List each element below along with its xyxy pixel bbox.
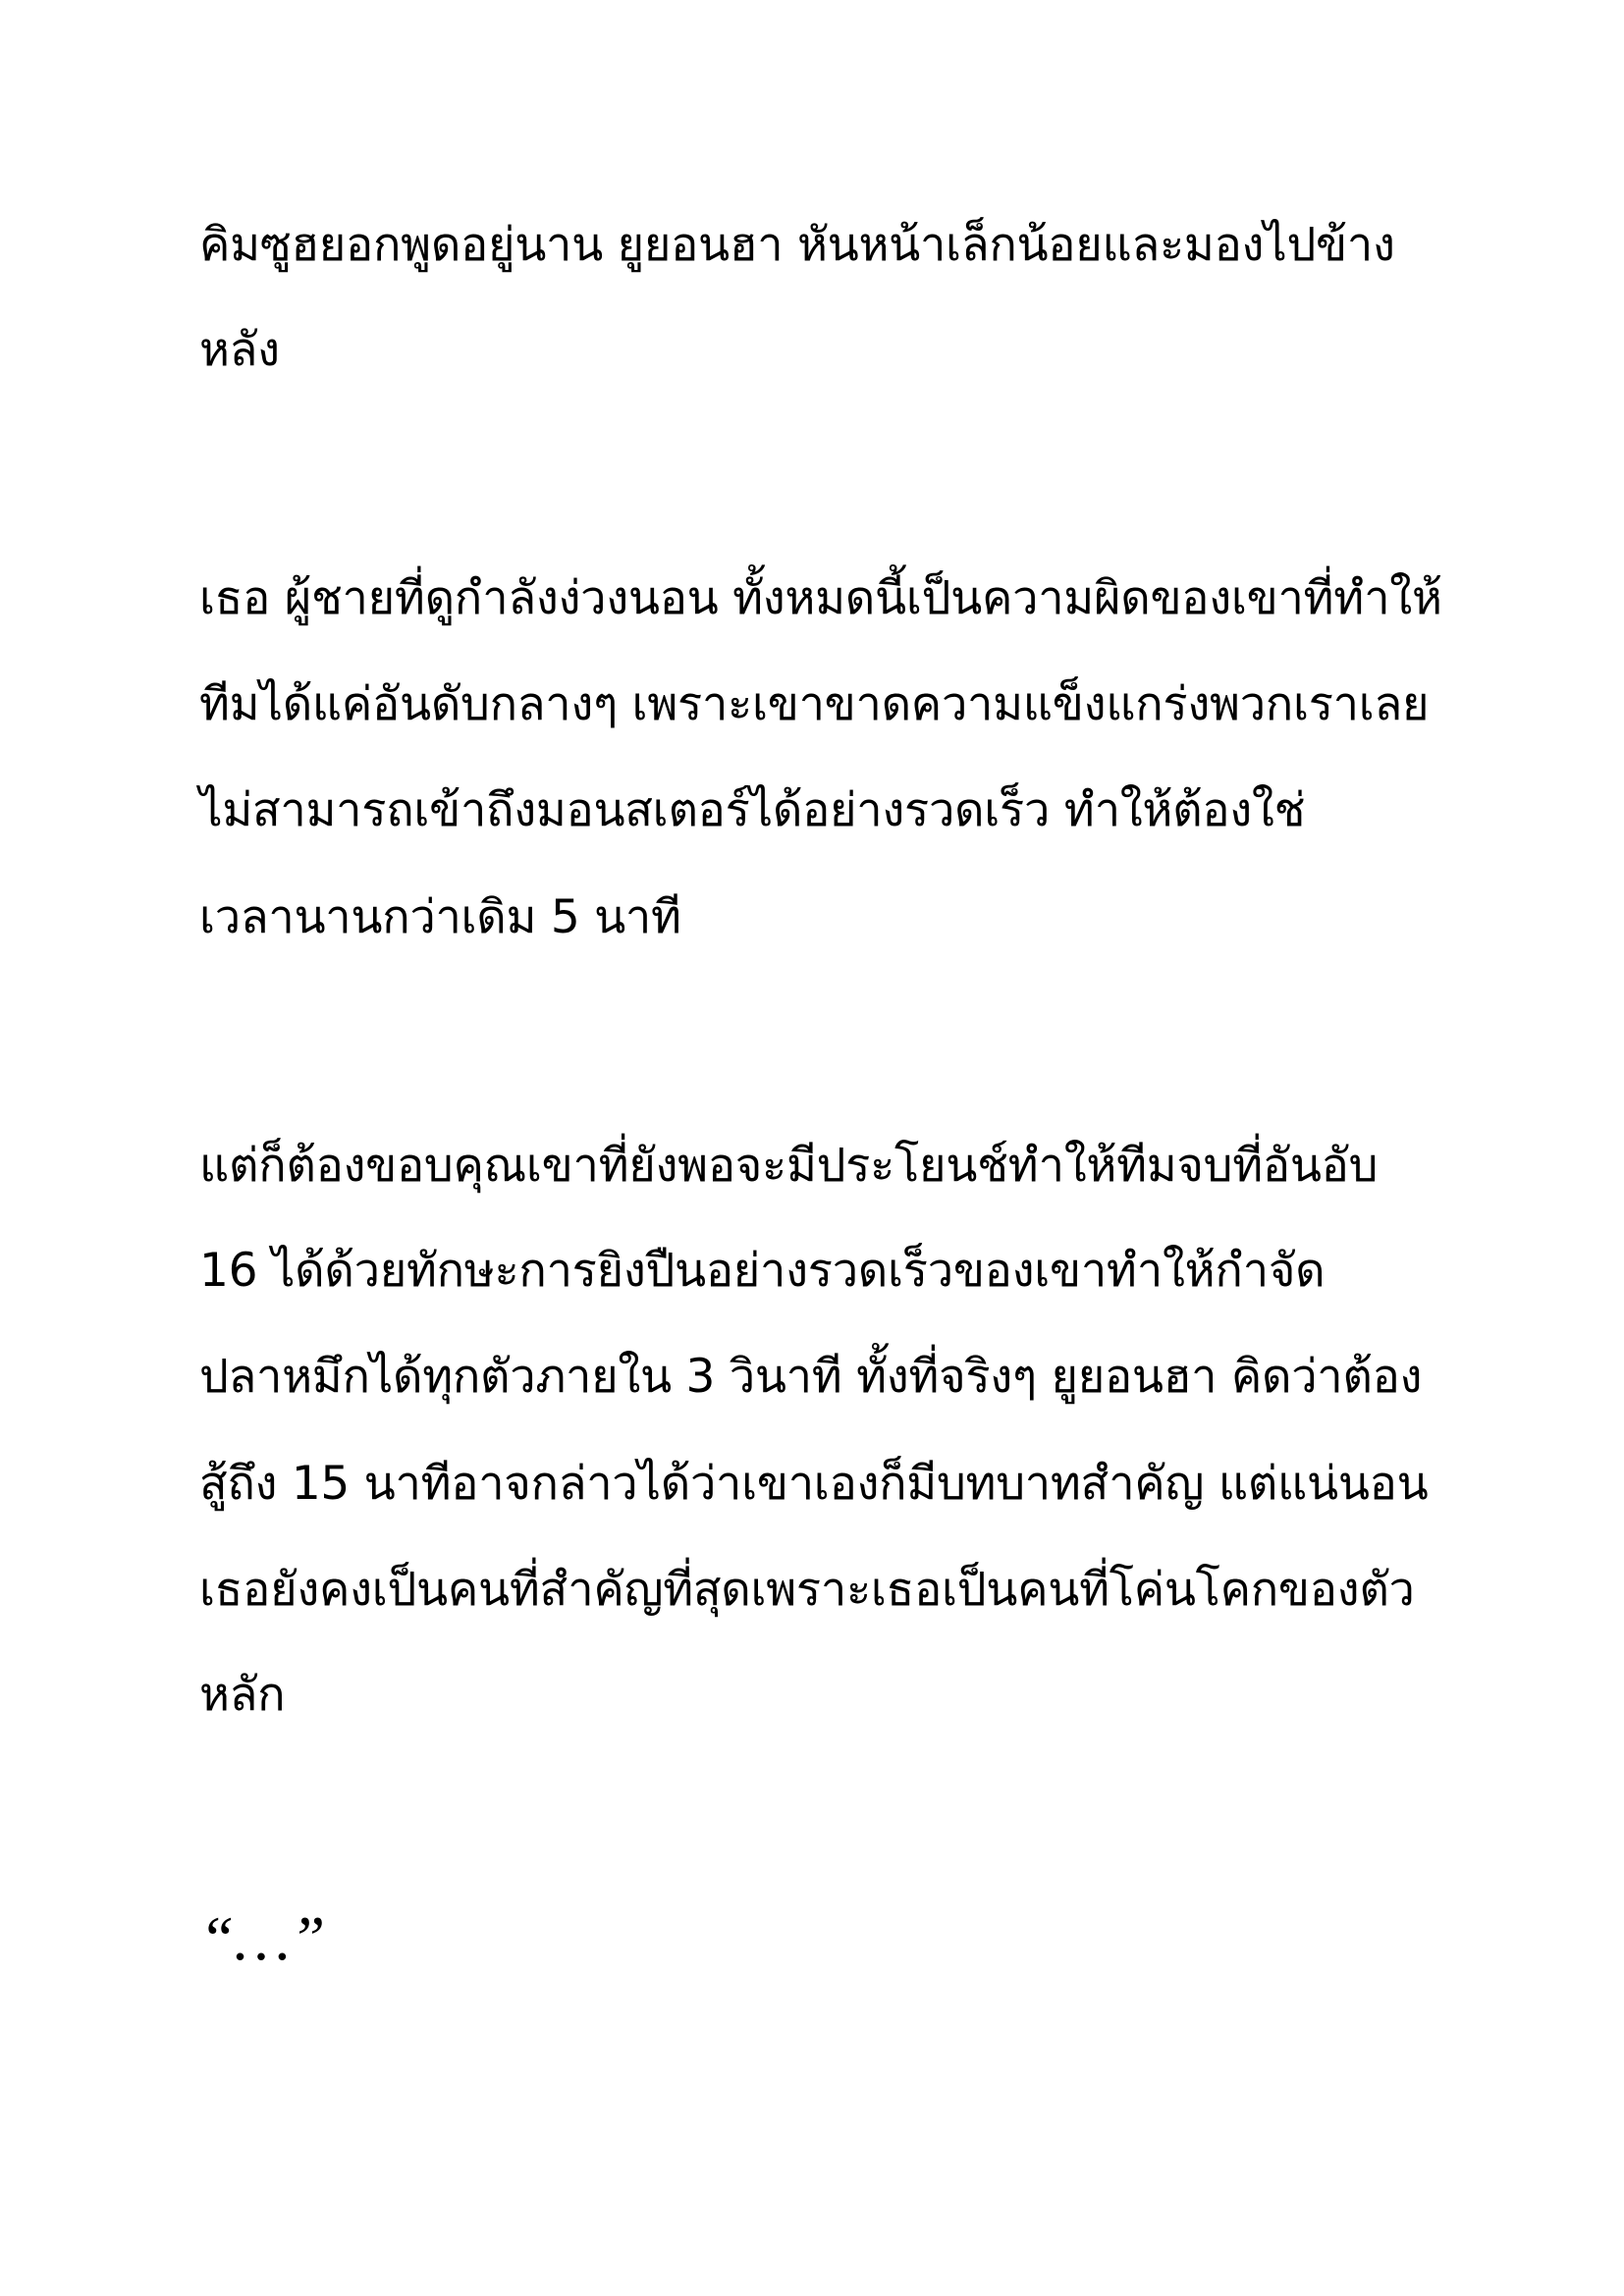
paragraph-2-line-2: ทีมได้แค่อันดับกลางๆ เพราะเขาขาดความแข็งแกร่งพวกเราเลย [199,677,1430,731]
paragraph-3-line-1: แต่ก็ต้องขอบคุณเขาที่ยังพอจะมีประโยนช์ทำให้ทีมจบที่อันอับ [199,1139,1379,1193]
paragraph-1-line-2: หลัง [199,323,280,377]
paragraph-3-line-6: หลัก [199,1668,286,1722]
paragraph-1-line-1: คิมซูฮยอกพูดอยู่นาน ยูยอนฮา หันหน้าเล็กน้อยและมองไปข้าง [199,218,1395,272]
paragraph-3-line-5: เธอยังคงเป็นคนที่สำคัญที่สุดเพราะเธอเป็นคนที่โค่นโคกของตัว [199,1563,1415,1617]
paragraph-3-line-3: ปลาหมึกได้ทุกตัวภายใน 3 วินาที ทั้งที่จริงๆ ยูยอนฮา คิดว่าต้อง [199,1350,1423,1404]
paragraph-2-line-3: ไม่สามารถเข้าถึงมอนสเตอร์ได้อย่างรวดเร็ว ทำให้ต้องใช่ [199,783,1306,837]
paragraph-3-line-4: สู้ถึง 15 นาทีอาจกล่าวได้ว่าเขาเองก็มีบทบาทสำคัญ แต่แน่นอน [199,1457,1429,1511]
closing-quote: “…” [199,1903,326,1973]
paragraph-3-line-2: 16 ได้ด้วยทักษะการยิงปืนอย่างรวดเร็วของเขาทำให้กำจัด [199,1244,1326,1298]
paragraph-2-line-1: เธอ ผู้ชายที่ดูกำลังง่วงนอน ทั้งหมดนี้เป็นความผิดของเขาที่ทำให้ [199,571,1442,625]
paragraph-2-line-4: เวลานานกว่าเดิม 5 นาที [199,890,681,944]
